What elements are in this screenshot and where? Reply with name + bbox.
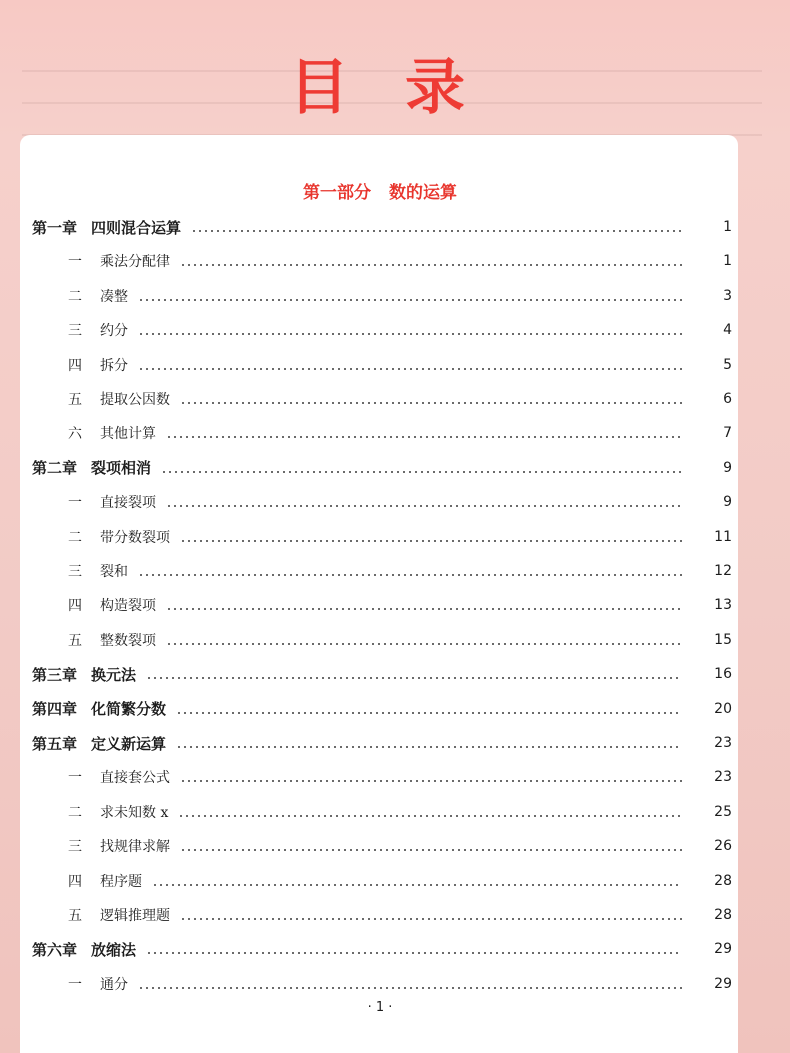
toc-section-row[interactable] [0, 554, 790, 588]
dot-leader [161, 471, 682, 473]
section-number: 一 [68, 976, 82, 993]
toc-chapter-row[interactable] [0, 657, 790, 691]
section-number: 二 [68, 288, 82, 305]
part-number: 第一部分 [303, 183, 371, 203]
page-number: 28 [714, 907, 732, 923]
toc-chapter-row[interactable] [0, 726, 790, 760]
chapter-number: 第四章 [32, 700, 78, 719]
chapter-title [32, 217, 181, 238]
page-number: 20 [714, 700, 732, 717]
section-name: 逻辑推理题 [100, 908, 170, 924]
toc-chapter-row[interactable] [0, 210, 790, 244]
dot-leader [146, 677, 682, 679]
page-number: 11 [714, 528, 732, 545]
toc-section-row[interactable] [0, 485, 790, 519]
toc-section-row[interactable] [0, 760, 790, 794]
section-name: 找规律求解 [100, 839, 170, 856]
chapter-name: 放缩法 [91, 940, 137, 959]
page-number: 29 [714, 975, 732, 992]
toc-section-row[interactable] [0, 588, 790, 622]
toc-section-row[interactable] [0, 279, 790, 313]
page-number: 23 [714, 735, 732, 751]
part-title [0, 178, 760, 203]
section-number: 三 [68, 839, 82, 856]
dot-leader [176, 746, 682, 748]
dot-leader [166, 505, 682, 507]
chapter-number: 第五章 [32, 734, 78, 753]
page-number: 16 [714, 666, 732, 683]
toc-section-row[interactable] [0, 967, 790, 1001]
chapter-title [32, 457, 151, 478]
section-name: 直接裂项 [100, 495, 156, 512]
part-name: 数的运算 [389, 183, 457, 203]
dot-leader [166, 608, 682, 610]
dot-leader [166, 643, 682, 645]
toc-chapter-row[interactable] [0, 451, 790, 485]
section-name: 乘法分配律 [100, 254, 170, 271]
section-name: 凑整 [100, 288, 128, 305]
chapter-number: 第三章 [32, 665, 78, 684]
chapter-title [32, 939, 136, 960]
dot-leader [180, 264, 682, 266]
page-number: 9 [723, 494, 732, 511]
dot-leader [138, 987, 682, 989]
page-number: 25 [714, 803, 732, 820]
dot-leader [178, 815, 682, 817]
chapter-title [32, 698, 166, 719]
dot-leader [180, 780, 682, 782]
page-number: 29 [714, 941, 732, 958]
dot-leader [180, 540, 682, 542]
page-number: 13 [714, 597, 732, 614]
dot-leader [138, 368, 682, 370]
section-number: 四 [68, 873, 82, 890]
toc-section-row[interactable] [0, 244, 790, 278]
dot-leader [166, 436, 682, 438]
chapter-title [32, 733, 166, 754]
section-name: 拆分 [100, 357, 128, 374]
toc-section-row[interactable] [0, 829, 790, 863]
chapter-number: 第一章 [32, 218, 78, 237]
page-number: 23 [714, 769, 732, 786]
section-name: 提取公因数 [100, 392, 170, 408]
chapter-name: 化简繁分数 [91, 700, 167, 719]
section-name: 通分 [100, 976, 128, 993]
page-number: 1 [723, 253, 732, 270]
section-name: 直接套公式 [100, 770, 170, 787]
page-number: 6 [723, 391, 732, 407]
section-name: 约分 [100, 323, 128, 340]
section-number: 三 [68, 323, 82, 340]
dot-leader [180, 402, 682, 404]
dot-leader [180, 849, 682, 851]
section-number: 二 [68, 529, 82, 546]
section-number: 五 [68, 632, 82, 649]
page-number: 26 [714, 838, 732, 855]
dot-leader [176, 712, 682, 714]
section-number: 五 [68, 908, 82, 924]
chapter-name: 四则混合运算 [91, 218, 182, 237]
toc-section-row[interactable] [0, 864, 790, 898]
dot-leader [191, 230, 682, 232]
dot-leader [152, 884, 682, 886]
section-name: 带分数裂项 [100, 529, 170, 546]
section-number: 四 [68, 598, 82, 615]
page-number: 1 [723, 219, 732, 235]
page-number: 7 [723, 425, 732, 442]
toc-section-row[interactable] [0, 898, 790, 932]
dot-leader [146, 952, 682, 954]
section-name: 整数裂项 [100, 632, 156, 649]
chapter-title [32, 664, 136, 685]
toc-section-row[interactable] [0, 623, 790, 657]
section-number: 二 [68, 804, 82, 821]
dot-leader [138, 299, 682, 301]
section-number: 一 [68, 770, 82, 787]
section-number: 六 [68, 426, 82, 443]
section-number: 五 [68, 392, 82, 408]
toc-chapter-row[interactable] [0, 692, 790, 726]
chapter-number: 第六章 [32, 940, 78, 959]
section-name: 构造裂项 [100, 598, 156, 615]
chapter-name: 换元法 [91, 665, 137, 684]
dot-leader [180, 918, 682, 920]
dot-leader [138, 333, 682, 335]
toc-section-row[interactable] [0, 313, 790, 347]
page-number-footer: · 1 · [367, 1000, 393, 1015]
toc-section-row[interactable] [0, 348, 790, 382]
toc-section-row[interactable] [0, 795, 790, 829]
section-number: 三 [68, 564, 82, 580]
section-name: 其他计算 [100, 426, 156, 443]
section-number: 一 [68, 254, 82, 271]
toc-section-row[interactable] [0, 382, 790, 416]
page-number: 5 [723, 356, 732, 373]
page-number: 15 [714, 631, 732, 648]
chapter-number: 第二章 [32, 459, 78, 478]
dot-leader [138, 574, 682, 576]
section-name: 求未知数 x [100, 804, 169, 821]
page-number: 4 [723, 322, 732, 339]
page-title: 目录 [289, 53, 521, 123]
toc-section-row[interactable] [0, 520, 790, 554]
page-number: 28 [714, 872, 732, 889]
section-number: 一 [68, 495, 82, 512]
chapter-name: 裂项相消 [91, 459, 152, 478]
chapter-name: 定义新运算 [91, 734, 167, 753]
toc-section-row[interactable] [0, 416, 790, 450]
section-name: 程序题 [100, 873, 142, 890]
section-number: 四 [68, 357, 82, 374]
page-number: 12 [714, 563, 732, 579]
section-name: 裂和 [100, 564, 128, 580]
toc-chapter-row[interactable] [0, 932, 790, 966]
page-number: 3 [723, 287, 732, 304]
page-number: 9 [723, 459, 732, 476]
